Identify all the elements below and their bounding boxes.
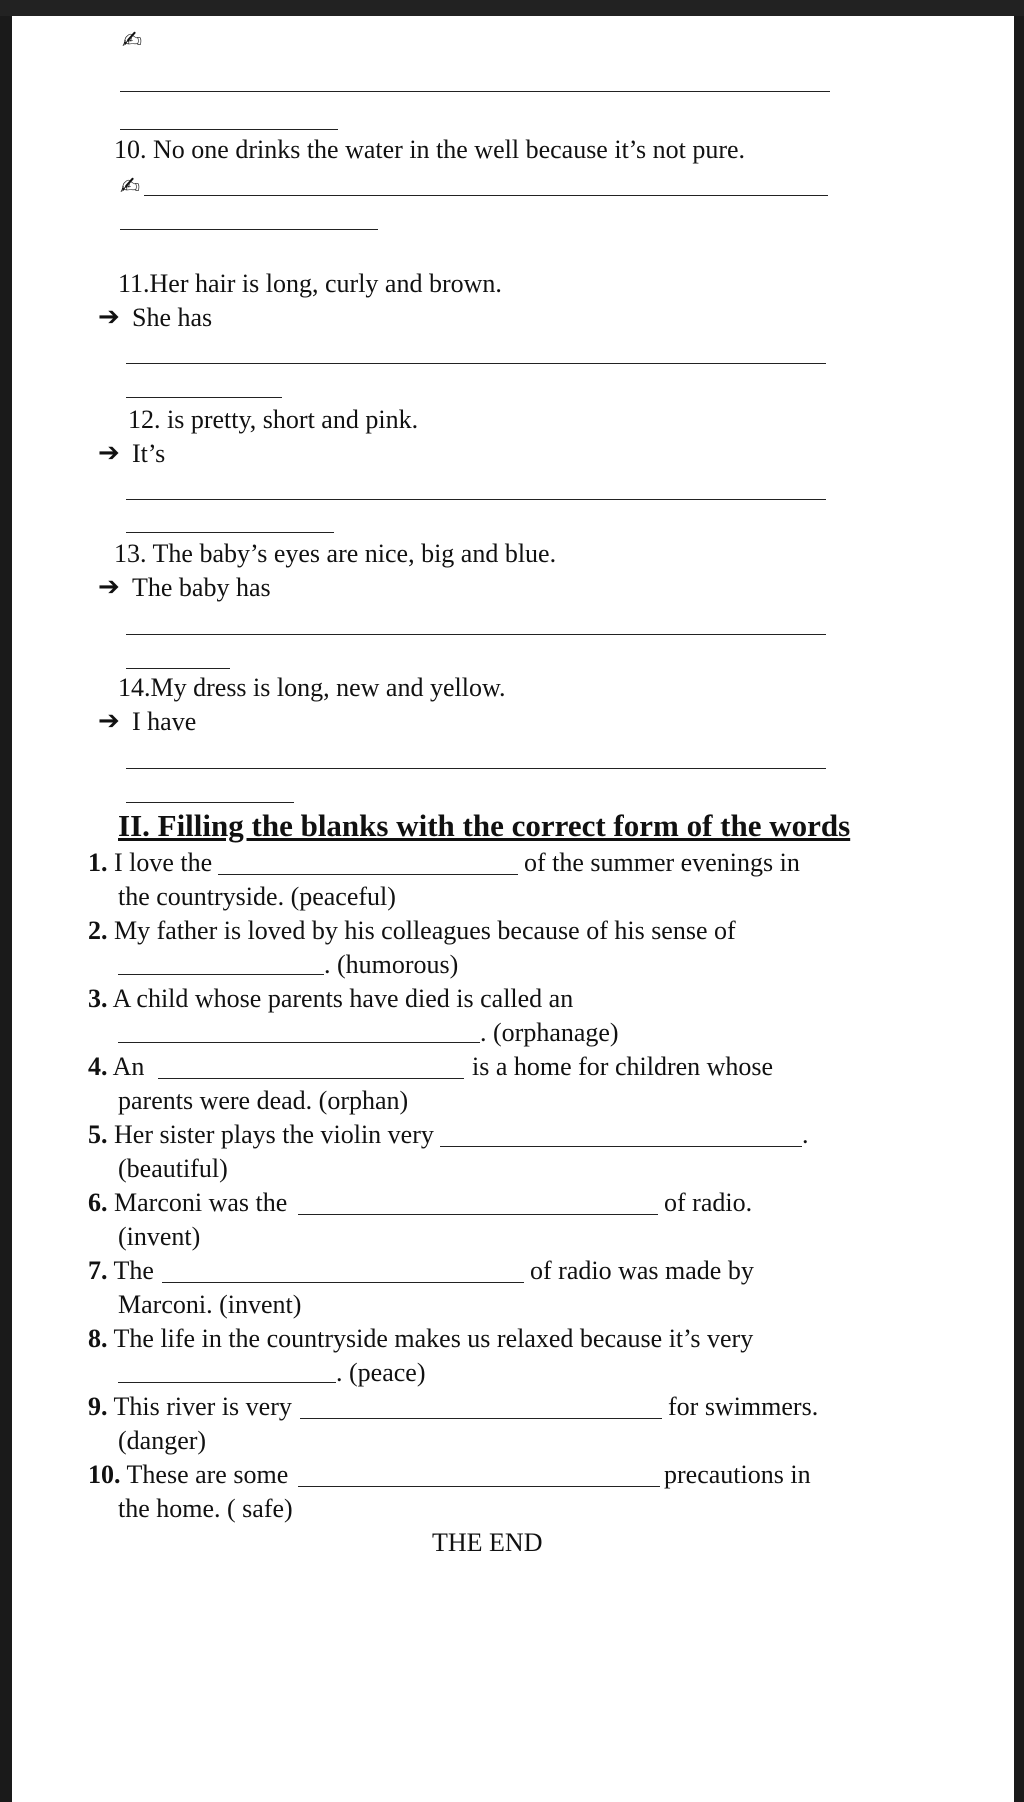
arrow-icon: ➔ (98, 572, 120, 602)
blank-line[interactable] (118, 974, 324, 975)
fill-item-4-cont: parents were dead. (orphan) (118, 1086, 409, 1115)
the-end: THE END (432, 1528, 543, 1557)
answer-start-14: I have (132, 707, 197, 736)
fill-item-7-cont: Marconi. (invent) (118, 1290, 302, 1319)
fill-item-9-tail: for swimmers. (668, 1392, 819, 1421)
fill-item-6-cont: (invent) (118, 1222, 201, 1251)
blank-line[interactable] (162, 1282, 524, 1283)
question-12: 12. is pretty, short and pink. (128, 405, 419, 434)
answer-line (144, 195, 828, 196)
fill-item-6-tail: of radio. (664, 1188, 753, 1217)
blank-line[interactable] (440, 1146, 802, 1147)
fill-item-1: 1. I love the (88, 848, 213, 877)
fill-item-7-tail: of radio was made by (530, 1256, 754, 1285)
blank-line[interactable] (300, 1418, 662, 1419)
question-13: 13. The baby’s eyes are nice, big and blue. (114, 539, 557, 568)
fill-item-1-cont: the countryside. (peaceful) (118, 882, 396, 911)
fill-item-2: 2. My father is loved by his colleagues because of his sense of (88, 916, 736, 945)
fill-item-9: 9. This river is very (88, 1392, 292, 1421)
answer-line (126, 532, 334, 533)
section-heading: II. Filling the blanks with the correct form of the words (118, 808, 851, 843)
blank-line[interactable] (158, 1078, 464, 1079)
fill-item-4-tail: is a home for children whose (472, 1052, 774, 1081)
fill-item-6: 6. Marconi was the (88, 1188, 288, 1217)
fill-item-4: 4. An (88, 1052, 145, 1081)
question-10: 10. No one drinks the water in the well because it’s not pure. (114, 135, 746, 164)
top-bar (0, 0, 1024, 16)
fill-item-10-cont: the home. ( safe) (118, 1494, 293, 1523)
pen-icon: ✍ (122, 26, 143, 54)
fill-item-7: 7. The (88, 1256, 154, 1285)
fill-item-10-tail: precautions in (664, 1460, 811, 1489)
fill-item-1-tail: of the summer evenings in (524, 848, 800, 877)
blank-line[interactable] (298, 1486, 660, 1487)
worksheet-page (12, 16, 1014, 1802)
pen-icon: ✍ (120, 172, 141, 200)
fill-item-5-tail: . (802, 1120, 809, 1149)
fill-item-2-cont: . (humorous) (324, 950, 459, 979)
question-11: 11.Her hair is long, curly and brown. (118, 269, 502, 298)
arrow-icon: ➔ (98, 302, 120, 332)
fill-item-3: 3. A child whose parents have died is called an (88, 984, 574, 1013)
arrow-icon: ➔ (98, 706, 120, 736)
fill-item-5-cont: (beautiful) (118, 1154, 228, 1183)
answer-line (126, 363, 826, 364)
answer-line (126, 802, 294, 803)
blank-line[interactable] (118, 1042, 480, 1043)
fill-item-8-cont: . (peace) (336, 1358, 426, 1387)
answer-line (126, 499, 826, 500)
fill-item-9-cont: (danger) (118, 1426, 207, 1455)
answer-line (120, 129, 338, 130)
blank-line[interactable] (118, 1382, 336, 1383)
arrow-icon: ➔ (98, 438, 120, 468)
answer-line (126, 768, 826, 769)
fill-item-3-cont: . (orphanage) (480, 1018, 619, 1047)
answer-line (120, 91, 830, 92)
fill-item-10: 10. These are some (88, 1460, 289, 1489)
blank-line[interactable] (298, 1214, 658, 1215)
answer-line (120, 229, 378, 230)
fill-item-8: 8. The life in the countryside makes us relaxed because it’s very (88, 1324, 754, 1353)
answer-start-12: It’s (132, 439, 166, 468)
answer-start-13: The baby has (132, 573, 271, 602)
question-14: 14.My dress is long, new and yellow. (118, 673, 506, 702)
answer-line (126, 634, 826, 635)
fill-item-5: 5. Her sister plays the violin very (88, 1120, 434, 1149)
answer-line (126, 668, 230, 669)
blank-line[interactable] (218, 874, 518, 875)
answer-start-11: She has (132, 303, 213, 332)
answer-line (126, 397, 282, 398)
